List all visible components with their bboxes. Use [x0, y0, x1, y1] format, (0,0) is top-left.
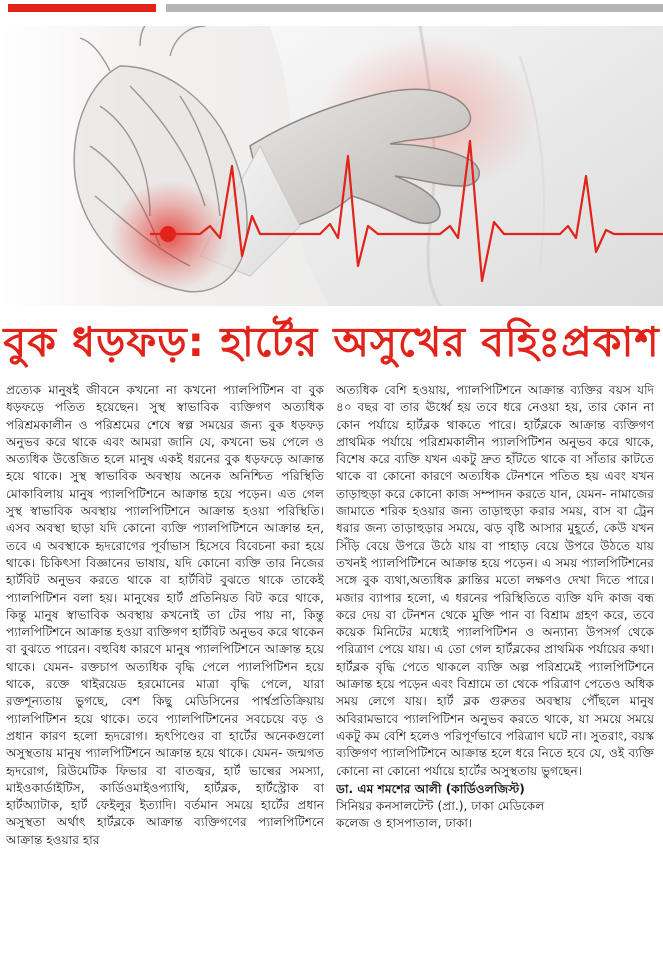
- top-bar-red-segment: [8, 4, 156, 12]
- author-title-line-2: কলেজ ও হাসপাতাল, ঢাকা।: [336, 816, 473, 831]
- hero-image: [0, 26, 663, 306]
- article-paragraph-right: অত্যধিক বেশি হওয়ায়, প্যালপিটিশনে আক্রান্ত ব্যক্তির বয়স যদি ৪০ বছর বা তার ঊর্ধ্বে হয় তবে ধরে নেওয়া হয়, তার কোন না কোন পর্যায়ে হার্টব্লক থাকতে পারে। হার্টব্লকে আক্রান্ত ব্যক্তিগণ প্রাথমিক পর্যায়ে পরিশ্রমকালীন প্যালপিটিশন অনুভব করে থাকে, বিশেষ করে ব্যক্তি যখন একটু দ্রুত হাঁটতে থাকে বা সাঁতার কাটতে থাকে বা কোনো কারণে অত্যধিক টেনশনে পতিত হয় এবং যখন তাড়াহুড়া করে কোনো কাজ সম্পাদন করতে যান, যেমন- নামাজের জামাতে শরিক হওয়ার জন্য তাড়াহুড়া করার সময়, বাস বা ট্রেন ধরার জন্য তাড়াহুড়ার সময়ে, ঝড় বৃষ্টি আসার মুহূর্তে, কেউ যখন সিঁড়ি বেয়ে উপরে উঠে যায় বা পাহাড় বেয়ে উপরে উঠতে যায় তখনই প্যালপিটিশনে আক্রান্ত হয়ে পড়েন। এ সময় প্যালপিটিশনের সঙ্গে বুক ব্যথা,অত্যধিক ক্লান্তির মতো লক্ষণও দেখা দিতে পারে। মজার ব্যাপার হলো, এ ধরনের পরিস্থিতিতে ব্যক্তি যদি কাজ বন্ধ করে দেয় বা টেনশন থেকে মুক্তি পান বা বিশ্রাম গ্রহণ করে, তবে কয়েক মিনিটের মধ্যেই প্যালপিটিশন ও অন্যান্য উপসর্গ থেকে পরিত্রাণ পেয়ে যায়। এ তো গেল হার্টব্লকের প্রাথমিক পর্যায়ের কথা। হার্টব্লক বৃদ্ধি পেতে থাকলে ব্যক্তি অল্প পরিশ্রমেই প্যালপিটিশনে আক্রান্ত হয়ে পড়েন এবং বিশ্রামে তা থেকে পরিত্রাণ পেতেও অধিক সময় লেগে যায়। হার্ট ব্লক গুরুতর অবস্থায় পৌঁছলে মানুষ অবিরামভাবে প্যালপিটিশন অনুভব করতে থাকে, যা সময়ে সময়ে একটু কম বেশি হলেও পরিপূর্ণভাবে পরিত্রাণ ঘটে না। সুতরাং, বয়স্ক ব্যক্তিগণ প্যালপিটিশনে আক্রান্ত হলে ধরে নিতে হবে যে, ওই ব্যক্তি কোনো না কোনো পর্যায়ে হার্টের অসুস্থতায় ভুগছেন।: [336, 383, 654, 778]
- ecg-pulse-dot: [160, 226, 176, 242]
- heart-illustration-icon: [74, 26, 247, 292]
- article-column-right: [336, 382, 654, 972]
- article-paragraph-left: প্রত্যেক মানুষই জীবনে কখনো না কখনো প্যালপিটিশন বা বুক ধড়ফড়ে পতিত হয়েছেন। সুস্থ স্বাভাবিক ব্যক্তিগণ অত্যধিক পরিশ্রমকালীন ও পরিশ্রমের শেষে স্বল্প সময়ের জন্য বুক ধড়ফড় অনুভব করে থাকে এবং আমরা জানি যে, কখনো ভয় পেলে ও অত্যধিক উত্তেজিত হলে মানুষ একই ধরনের বুক ধড়ফড়ে আক্রান্ত হয়ে থাকে। সুস্থ স্বাভাবিক অবস্থায় অনেক অনিশ্চিত পরিস্থিতি মোকাবিলায় মানুষ প্যালপিটিশনে আক্রান্ত হয়ে পড়েন। এত গেল সুস্থ স্বাভাবিক অবস্থায় প্যালপিটিশনে আক্রান্ত হওয়া পরিস্থিতি। এসব অবস্থা ছাড়া যদি কোনো ব্যক্তি প্যালপিটিশনে আক্রান্ত হন, তবে এ অবস্থাকে হৃদরোগের পূর্বাভাস হিসেবে বিবেচনা করা হয়ে থাকে। চিকিৎসা বিজ্ঞানের ভাষায়, যদি কোনো ব্যক্তি তার নিজের হার্টবিট অনুভব করতে থাকে বা হার্টবিট বুঝতে থাকে তাকেই প্যালপিটিশন বলা হয়। মানুষের হার্ট প্রতিনিয়ত বিট করে থাকে, কিন্তু মানুষ স্বাভাবিক অবস্থায় কখনোই তা টের পায় না, কিন্তু প্যালপিটিশনে আক্রান্ত হওয়া ব্যক্তিগণ হার্টবিট অনুভব করে থাকেন বা বুঝতে পারেন। বহুবিধ কারণে মানুষ প্যালপিটিশনে আক্রান্ত হয়ে থাকে। যেমন- রক্তচাপ অত্যধিক বৃদ্ধি পেলে প্যালপিটিশন হয়ে থাকে, রক্তে থাইরয়েড হরমোনের মাত্রা বৃদ্ধি পেলে, যারা রক্তশূন্যতায় ভুগছে, বেশ কিছু মেডিসিনের পার্শ্বপ্রতিক্রিয়ায় প্যালপিটিশন হয়ে থাকে। তবে প্যালপিটিশনের সবচেয়ে বড় ও প্রধান কারণ হলো হৃদরোগ। হৃৎপিণ্ডের বা হার্টের অনেকগুলো অসুস্থতায় মানুষ প্যালপিটিশনে আক্রান্ত হয়ে থাকে। যেমন- জন্মগত হৃদরোগ, রিউমেটিক ফিভার বা বাতজ্বর, হার্ট ভাল্বের সমস্যা, মাইওকার্ডাইটিস, কার্ডিওমাইওপ্যাথি, হার্টব্লক, হার্টস্ট্রোক বা হার্টঅ্যাটাক, হার্ট ফেইলুর ইত্যাদি। বর্তমান সময়ে হার্টের প্রধান অসুস্থতা অর্থাৎ হার্টব্লকে আক্রান্ত ব্যক্তিগণের প্যালপিটিশনে আক্রান্ত হওয়ার হার: [6, 383, 324, 847]
- author-title-line-1: সিনিয়র কনসালটেন্ট (প্রা.), ঢাকা মেডিকেল: [336, 799, 545, 814]
- top-bar-grey-segment: [166, 4, 663, 12]
- top-decorative-bar: [0, 4, 663, 12]
- hero-illustration: [0, 26, 663, 306]
- article-column-left: [6, 382, 324, 972]
- article-headline: বুক ধড়ফড়: হার্টের অসুখের বহিঃপ্রকাশ: [3, 318, 660, 366]
- author-name: ডা. এম শমশের আলী (কার্ডিওলজিস্ট): [336, 781, 525, 796]
